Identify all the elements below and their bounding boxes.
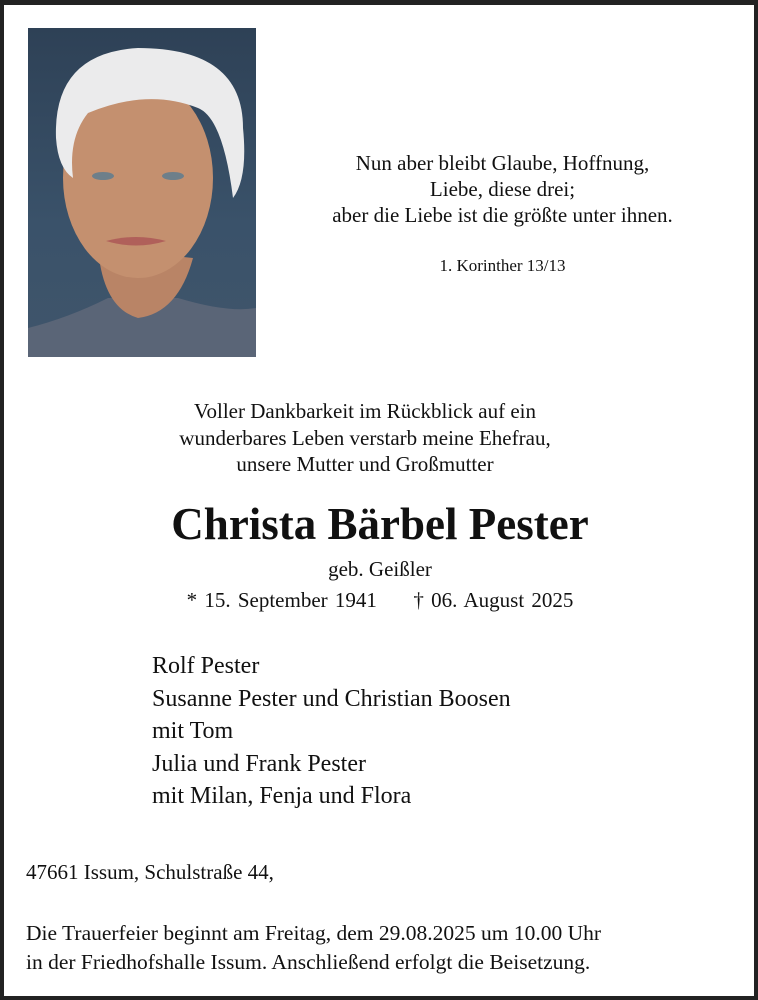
portrait-photo <box>28 28 256 357</box>
mourner: Rolf Pester <box>152 653 260 679</box>
birth-name: geb. Geißler <box>328 557 432 581</box>
quote-reference: 1. Korinther 13/13 <box>439 256 566 275</box>
mourner: Julia und Frank Pester <box>152 750 366 777</box>
service-line: Die Trauerfeier beginnt am Freitag, dem 29.08.2025 um 10.00 Uhr <box>26 921 602 945</box>
quote-line: aber die Liebe ist die größte unter ihnen. <box>332 203 673 227</box>
intro-line: unsere Mutter und Großmutter <box>236 452 494 476</box>
mourner: Susanne Pester und Christian Boosen <box>152 685 511 712</box>
portrait-image <box>28 28 256 357</box>
intro-line: wunderbares Leben verstarb meine Ehefrau, <box>179 425 551 450</box>
mourner: mit Tom <box>152 718 234 744</box>
life-dates <box>30 588 730 613</box>
bible-quote <box>270 150 735 228</box>
quote-line: Liebe, diese drei; <box>429 177 576 201</box>
service-line: in der Friedhofshalle Issum. Anschließend erfolgt die Beisetzung. <box>26 950 591 974</box>
service-info <box>26 919 601 977</box>
address: 47661 Issum, Schulstraße 44, <box>26 860 274 884</box>
death-date: † 06. August 2025 <box>413 588 574 612</box>
intro-line: Voller Dankbarkeit im Rückblick auf ein <box>194 399 536 423</box>
quote-line: Nun aber bleibt Glaube, Hoffnung, <box>355 151 650 175</box>
mourners-list <box>152 650 511 813</box>
mourner: mit Milan, Fenja und Flora <box>152 783 412 809</box>
birth-date: * 15. September 1941 <box>186 588 377 612</box>
intro-text <box>70 398 660 478</box>
deceased-name: Christa Bärbel Pester <box>171 499 589 549</box>
